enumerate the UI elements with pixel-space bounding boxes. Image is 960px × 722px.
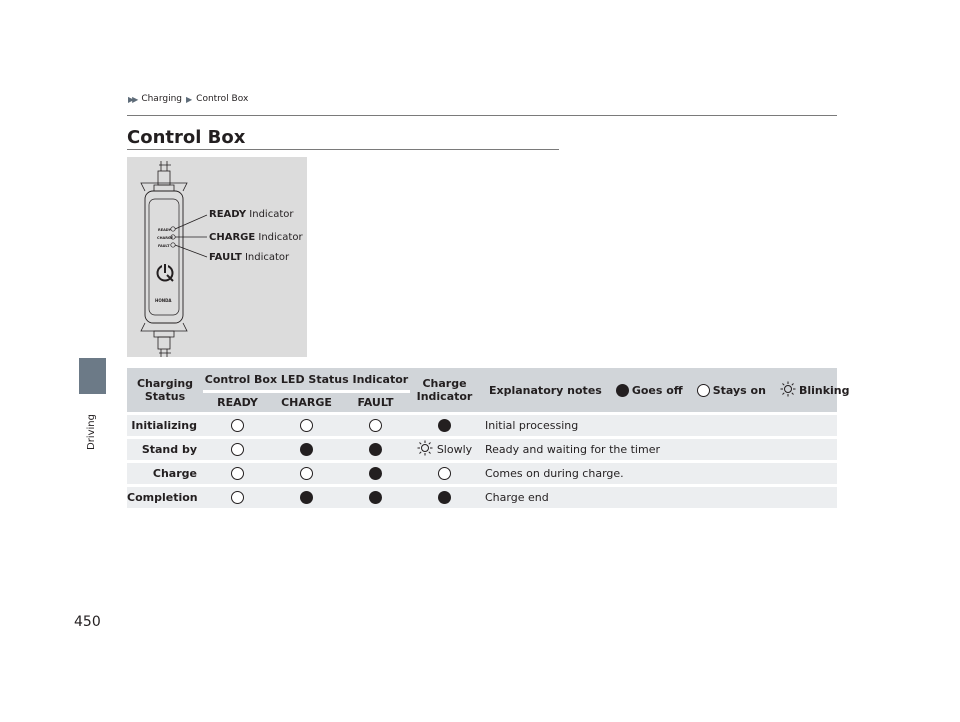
table-row (127, 463, 837, 484)
blinking-icon (417, 440, 433, 459)
charge-state-cell (272, 439, 341, 460)
stays-on-icon (231, 491, 244, 504)
stays-on-icon (231, 467, 244, 480)
fault-state-cell (341, 439, 410, 460)
status-cell: Initializing (127, 415, 203, 436)
stays-on-icon (231, 419, 244, 432)
charge-state-cell (272, 463, 341, 484)
stays-on-icon (369, 419, 382, 432)
stays-on-icon (438, 467, 451, 480)
goes-off-icon (616, 384, 629, 397)
fault-state-cell (341, 463, 410, 484)
section-label: Driving (86, 414, 97, 450)
breadcrumb (128, 94, 248, 104)
breadcrumb-arrow-icon: ▶ (186, 94, 193, 104)
status-cell: Charge (127, 463, 203, 484)
led-status-table (127, 365, 850, 511)
indicator-state-cell (410, 463, 479, 484)
legend-on: Stays on (712, 383, 766, 397)
note-cell: Ready and waiting for the timer (479, 439, 837, 460)
ready-state-cell (203, 487, 272, 508)
page-number: 450 (74, 614, 101, 630)
stays-on-icon (300, 467, 313, 480)
stays-on-icon (300, 419, 313, 432)
indicator-state-cell (410, 487, 479, 508)
fault-state-cell (341, 415, 410, 436)
section-tab (79, 358, 106, 394)
charge-state-cell (272, 415, 341, 436)
fault-indicator-label: FAULT Indicator (209, 252, 290, 263)
status-cell: Completion (127, 487, 203, 508)
ready-indicator-label: READY Indicator (209, 209, 294, 220)
ready-state-cell (203, 463, 272, 484)
goes-off-icon (438, 419, 451, 432)
header-charge: CHARGE (272, 393, 341, 412)
goes-off-icon (300, 443, 313, 456)
note-cell: Charge end (479, 487, 837, 508)
header-divider (127, 115, 837, 116)
ready-state-cell (203, 439, 272, 460)
page-title: Control Box (127, 127, 246, 148)
table-row (127, 415, 837, 436)
charge-state-cell (272, 487, 341, 508)
header-ready: READY (203, 393, 272, 412)
goes-off-icon (438, 491, 451, 504)
header-charge-indicator: Charge Indicator (410, 368, 479, 412)
breadcrumb-item-control-box[interactable]: Control Box (196, 94, 249, 104)
table-row (127, 487, 837, 508)
note-cell: Initial processing (479, 415, 837, 436)
breadcrumb-item-charging[interactable]: Charging (141, 94, 182, 104)
goes-off-icon (369, 491, 382, 504)
goes-off-icon (369, 467, 382, 480)
legend (479, 368, 850, 412)
table-row (127, 439, 837, 460)
title-divider (127, 149, 559, 150)
svg-text:READY: READY (158, 228, 171, 232)
stays-on-icon (231, 443, 244, 456)
indicator-text: Slowly (436, 443, 473, 456)
fault-state-cell (341, 487, 410, 508)
svg-text:FAULT: FAULT (158, 244, 170, 248)
svg-text:CHARGE: CHARGE (157, 236, 174, 240)
legend-off: Goes off (631, 383, 683, 397)
blinking-icon (780, 381, 796, 400)
status-cell: Stand by (127, 439, 203, 460)
indicator-state-cell (410, 415, 479, 436)
stays-on-icon (697, 384, 710, 397)
header-led-group: Control Box LED Status Indicator (203, 368, 410, 390)
ready-state-cell (203, 415, 272, 436)
legend-title: Explanatory notes (489, 383, 602, 397)
goes-off-icon (300, 491, 313, 504)
svg-text:HONDA: HONDA (155, 298, 172, 303)
note-cell: Comes on during charge. (479, 463, 837, 484)
legend-blink: Blinking (798, 383, 850, 397)
header-fault: FAULT (341, 393, 410, 412)
header-charging-status: Charging Status (127, 368, 203, 412)
charge-indicator-label: CHARGE Indicator (209, 232, 303, 243)
breadcrumb-arrow-icon: ▶▶ (128, 94, 137, 104)
goes-off-icon (369, 443, 382, 456)
indicator-state-cell (410, 439, 479, 460)
